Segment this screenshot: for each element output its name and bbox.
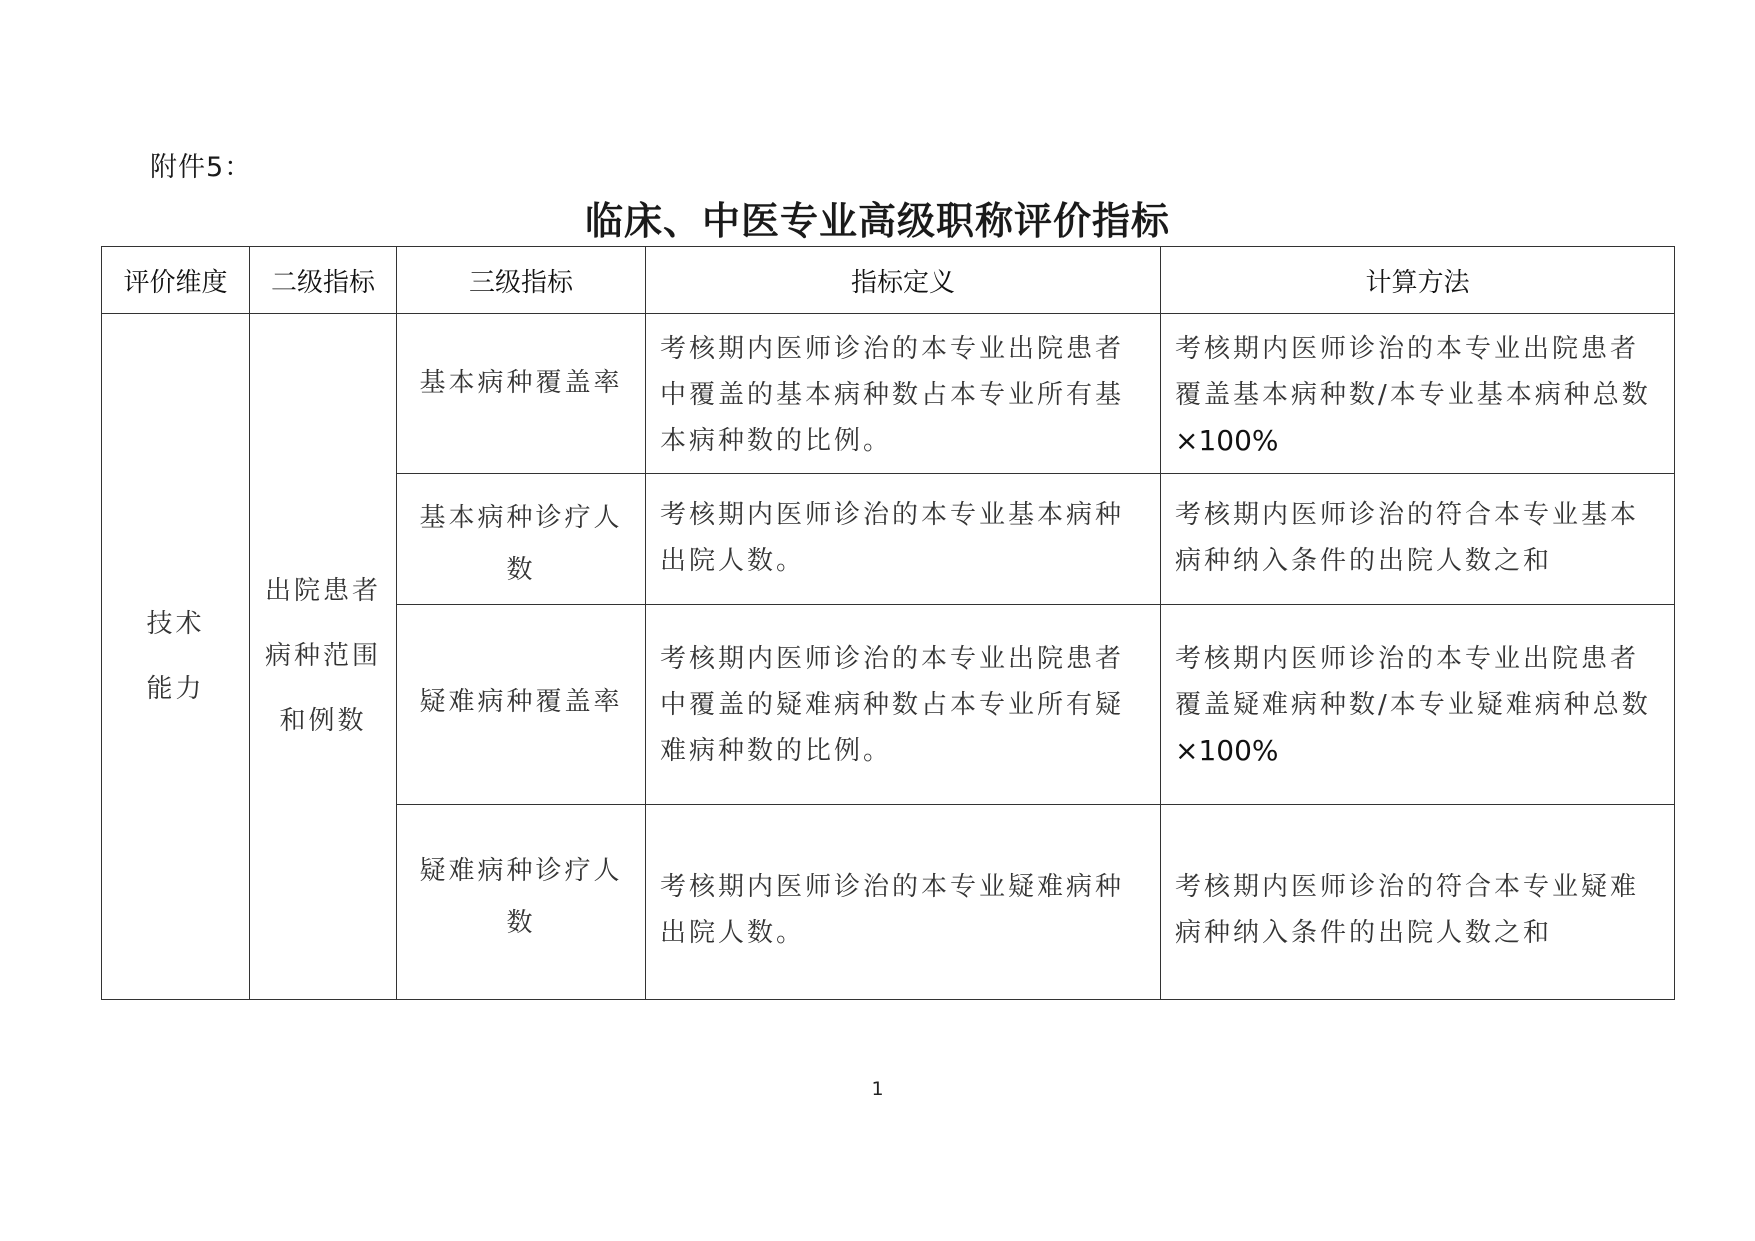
level3-label: 疑难病种覆盖率 (419, 687, 623, 717)
dimension-cell (102, 314, 250, 1000)
dimension-line: 技术 (146, 608, 205, 639)
method-cell (1161, 314, 1675, 474)
table-header-row (102, 247, 1675, 314)
method-line: 考核期内医师诊治的本专业出院患者 (1175, 334, 1640, 364)
level2-line: 病种范围 (264, 641, 381, 671)
page-number: 1 (871, 1078, 884, 1100)
method-line: 考核期内医师诊治的符合本专业基本 (1175, 500, 1640, 530)
definition-cell (646, 474, 1161, 605)
method-cell (1161, 474, 1675, 605)
header-dimension: 评价维度 (102, 247, 250, 314)
method-line: 考核期内医师诊治的本专业出院患者 (1175, 644, 1640, 674)
header-definition: 指标定义 (646, 247, 1161, 314)
level3-cell (397, 314, 646, 474)
level3-cell (397, 805, 646, 1000)
method-line: 病种纳入条件的出院人数之和 (1175, 918, 1553, 948)
definition-cell (646, 605, 1161, 805)
definition-cell (646, 314, 1161, 474)
level3-label: 基本病种覆盖率 (419, 368, 623, 398)
attachment-label: 附件5： (150, 152, 253, 183)
definition-line: 考核期内医师诊治的本专业疑难病种 (660, 872, 1125, 902)
method-line: 考核期内医师诊治的符合本专业疑难 (1175, 872, 1640, 902)
level3-label: 疑难病种诊疗人 (419, 856, 623, 886)
document-title: 临床、中医专业高级职称评价指标 (584, 199, 1170, 243)
definition-line: 考核期内医师诊治的本专业出院患者 (660, 334, 1125, 364)
definition-line: 考核期内医师诊治的本专业基本病种 (660, 500, 1125, 530)
level2-line: 和例数 (279, 706, 367, 736)
level3-cell (397, 474, 646, 605)
header-level2: 二级指标 (250, 247, 397, 314)
definition-line: 本病种数的比例。 (660, 426, 893, 456)
level2-cell (250, 314, 397, 1000)
level3-label: 数 (506, 555, 536, 585)
method-line: 病种纳入条件的出院人数之和 (1175, 546, 1553, 576)
level3-label: 数 (506, 908, 536, 938)
method-cell (1161, 805, 1675, 1000)
method-line: 覆盖基本病种数/本专业基本病种总数 (1175, 380, 1651, 410)
definition-line: 难病种数的比例。 (660, 736, 893, 766)
definition-line: 考核期内医师诊治的本专业出院患者 (660, 644, 1125, 674)
header-method: 计算方法 (1161, 247, 1675, 314)
dimension-line: 能力 (146, 673, 205, 704)
definition-line: 中覆盖的疑难病种数占本专业所有疑 (660, 690, 1125, 720)
level3-cell (397, 605, 646, 805)
level3-label: 基本病种诊疗人 (419, 503, 623, 533)
method-cell (1161, 605, 1675, 805)
definition-line: 中覆盖的基本病种数占本专业所有基 (660, 380, 1125, 410)
definition-cell (646, 805, 1161, 1000)
table-row (102, 314, 1675, 474)
indicator-table (101, 246, 1675, 1000)
definition-line: 出院人数。 (660, 546, 806, 576)
header-level3: 三级指标 (397, 247, 646, 314)
method-formula: ×100% (1175, 424, 1279, 457)
level2-line: 出院患者 (264, 576, 381, 606)
method-formula: ×100% (1175, 734, 1279, 767)
definition-line: 出院人数。 (660, 918, 806, 948)
method-line: 覆盖疑难病种数/本专业疑难病种总数 (1175, 690, 1651, 720)
